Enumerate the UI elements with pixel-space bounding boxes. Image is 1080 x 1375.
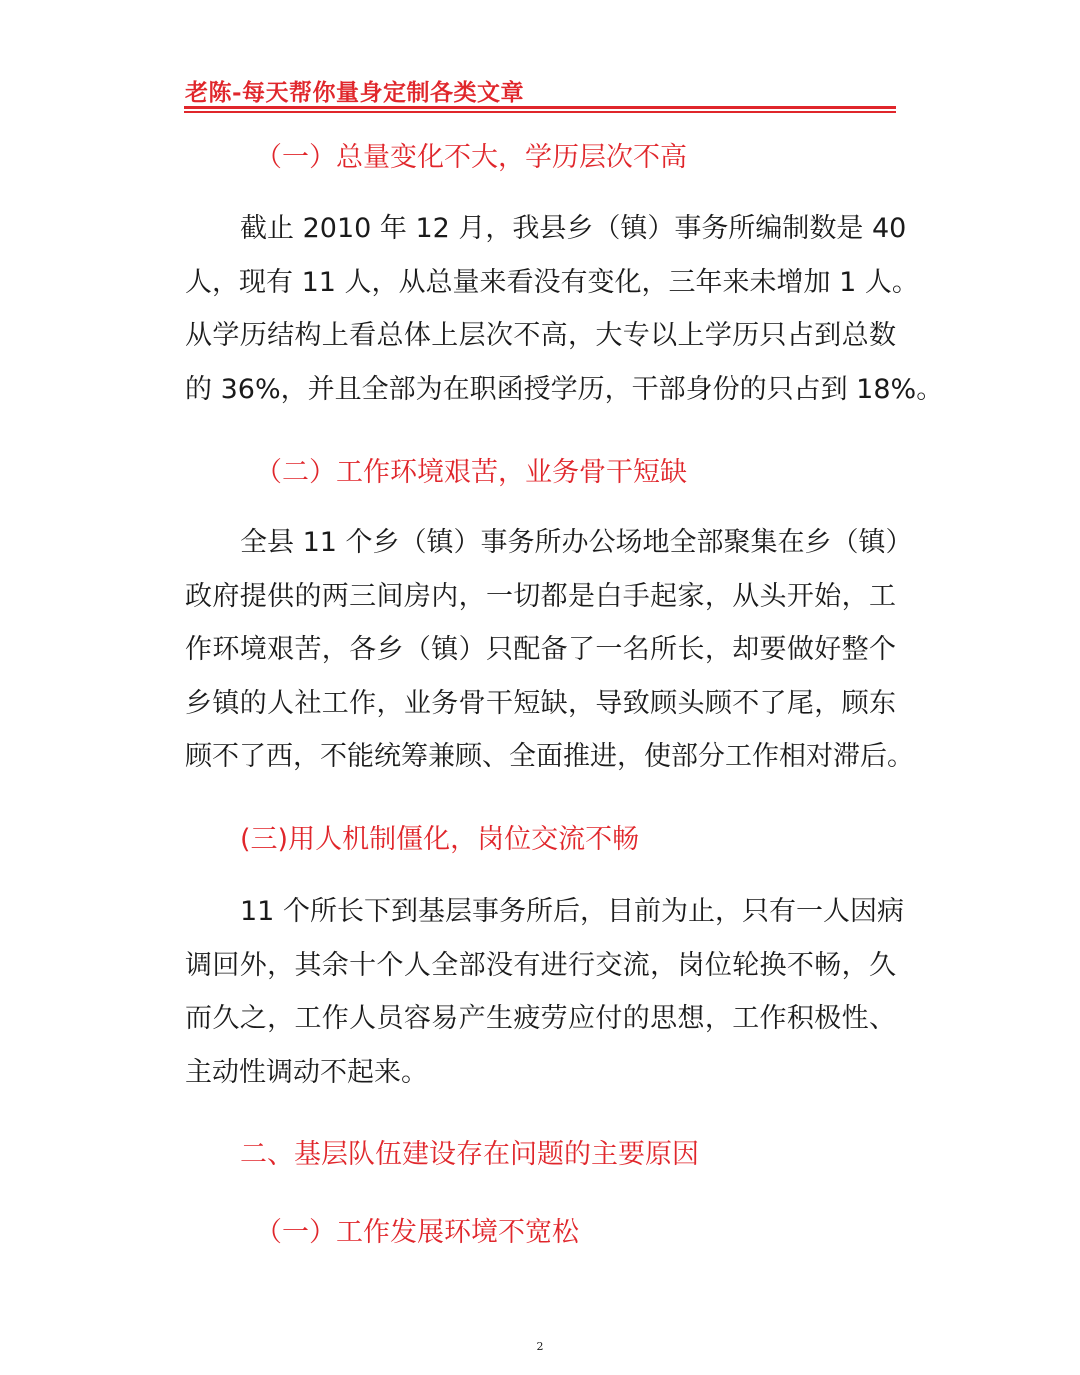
text-line: 11 个所长下到基层事务所后，目前为止，只有一人因病	[240, 896, 904, 927]
text-line: 顾不了西，不能统筹兼顾、全面推进，使部分工作相对滞后。	[185, 741, 914, 772]
text-line: 而久之，工作人员容易产生疲劳应付的思想，工作积极性、	[185, 1003, 896, 1034]
paragraph-3	[185, 885, 904, 1099]
header-rule-bottom	[184, 111, 896, 113]
page-number: 2	[536, 1340, 544, 1353]
text-line: 的 36%，并且全部为在职函授学历，干部身份的只占到 18%。	[185, 373, 944, 405]
text-line: 调回外，其余十个人全部没有进行交流，岗位轮换不畅，久	[185, 949, 896, 981]
chapter-heading: 二、基层队伍建设存在问题的主要原因	[240, 1139, 699, 1170]
section-heading-3: (三)用人机制僵化，岗位交流不畅	[240, 824, 640, 855]
header-title: 老陈-每天帮你量身定制各类文章	[185, 79, 525, 106]
header-rule-top	[184, 106, 896, 109]
section-heading-1: （一）总量变化不大，学历层次不高	[255, 142, 687, 173]
text-line: 人，现有 11 人，从总量来看没有变化，三年来未增加 1 人。	[185, 266, 919, 298]
text-line: 主动性调动不起来。	[185, 1056, 428, 1088]
text-line: 截止 2010 年 12 月，我县乡（镇）事务所编制数是 40	[240, 213, 907, 244]
paragraph-2	[185, 516, 914, 784]
section-heading-2: （二）工作环境艰苦，业务骨干短缺	[255, 457, 687, 488]
text-line: 乡镇的人社工作，业务骨干短缺，导致顾头顾不了尾，顾东	[185, 687, 896, 719]
paragraph-1	[185, 202, 944, 416]
text-line: 作环境艰苦，各乡（镇）只配备了一名所长，却要做好整个	[185, 634, 896, 665]
text-line: 政府提供的两三间房内，一切都是白手起家，从头开始，工	[185, 580, 896, 612]
text-line: 全县 11 个乡（镇）事务所办公场地全部聚集在乡（镇）	[240, 527, 913, 558]
sub-heading: （一）工作发展环境不宽松	[255, 1217, 579, 1248]
text-line: 从学历结构上看总体上层次不高，大专以上学历只占到总数	[185, 320, 896, 351]
